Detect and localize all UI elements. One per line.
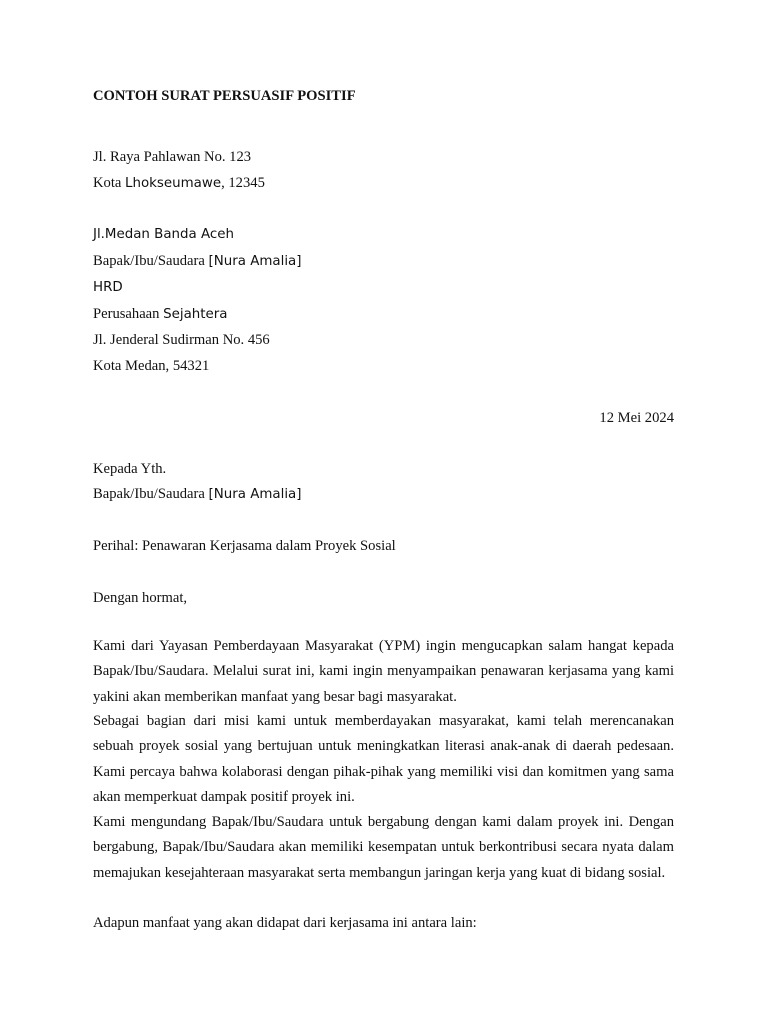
body-paragraph-3: Kami mengundang Bapak/Ibu/Saudara untuk bergabung dengan kami dalam proyek ini. Dengan bergabung, Bapak/Ibu/Saudara akan memiliki kesempatan untuk berkontribusi secara nyata dalam memajukan kesejahteraan masyarakat serta membangun jaringan kerja yang kuat di bidang sosial. <box>93 814 674 881</box>
letter-title: CONTOH SURAT PERSUASIF POSITIF <box>93 88 356 104</box>
body-paragraph-4: Adapun manfaat yang akan didapat dari kerjasama ini antara lain: <box>93 915 477 931</box>
body-paragraph-2: Sebagai bagian dari misi kami untuk memberdayakan masyarakat, kami telah merencanakan sebuah proyek sosial yang bertujuan untuk meningkatkan literasi anak-anak di daerah pedesaan. Kami percaya bahwa kolaborasi dengan pihak-pihak yang memiliki visi dan komitmen yang sama akan memperkuat dampak positif proyek ini. <box>93 713 674 805</box>
block2-line2-name: [Nura Amalia] <box>208 254 302 269</box>
recipient-name-prefix: Bapak/Ibu/Saudara <box>93 486 209 502</box>
letter-subject: Perihal: Penawaran Kerjasama dalam Proyek Sosial <box>93 538 396 554</box>
recipient-to: Kepada Yth. <box>93 461 167 477</box>
block2-line3: HRD <box>93 280 123 295</box>
block2-line4-prefix: Perusahaan <box>93 306 164 322</box>
block2-line1: Jl.Medan Banda Aceh <box>93 227 235 242</box>
block2-line5: Jl. Jenderal Sudirman No. 456 <box>93 332 270 348</box>
block2-line2-prefix: Bapak/Ibu/Saudara <box>93 253 209 269</box>
letter-date: 12 Mei 2024 <box>599 410 674 426</box>
body-paragraph-1: Kami dari Yayasan Pemberdayaan Masyarakat (YPM) ingin mengucapkan salam hangat kepada Bapak/Ibu/Saudara. Melalui surat ini, kami ingin menyampaikan penawaran kerjasama yang kami yakini akan memberikan manfaat yang besar bagi masyarakat. <box>93 638 674 705</box>
block2-line6: Kota Medan, 54321 <box>93 358 210 374</box>
block2-line4 <box>93 304 227 325</box>
letter-greeting: Dengan hormat, <box>93 590 188 606</box>
sender-postal: , 12345 <box>221 175 265 191</box>
sender-address-line <box>93 147 251 167</box>
sender-city-label: Kota <box>93 175 126 191</box>
recipient-name: [Nura Amalia] <box>208 487 302 502</box>
recipient-name-line <box>93 484 301 505</box>
sender-street: Jl. Raya Pahlawan No. 123 <box>93 149 252 165</box>
block2-line4-name: Sejahtera <box>163 307 228 322</box>
sender-city-line <box>93 173 265 194</box>
sender-city-name: Lhokseumawe <box>125 176 222 191</box>
block2-line2 <box>93 251 301 272</box>
